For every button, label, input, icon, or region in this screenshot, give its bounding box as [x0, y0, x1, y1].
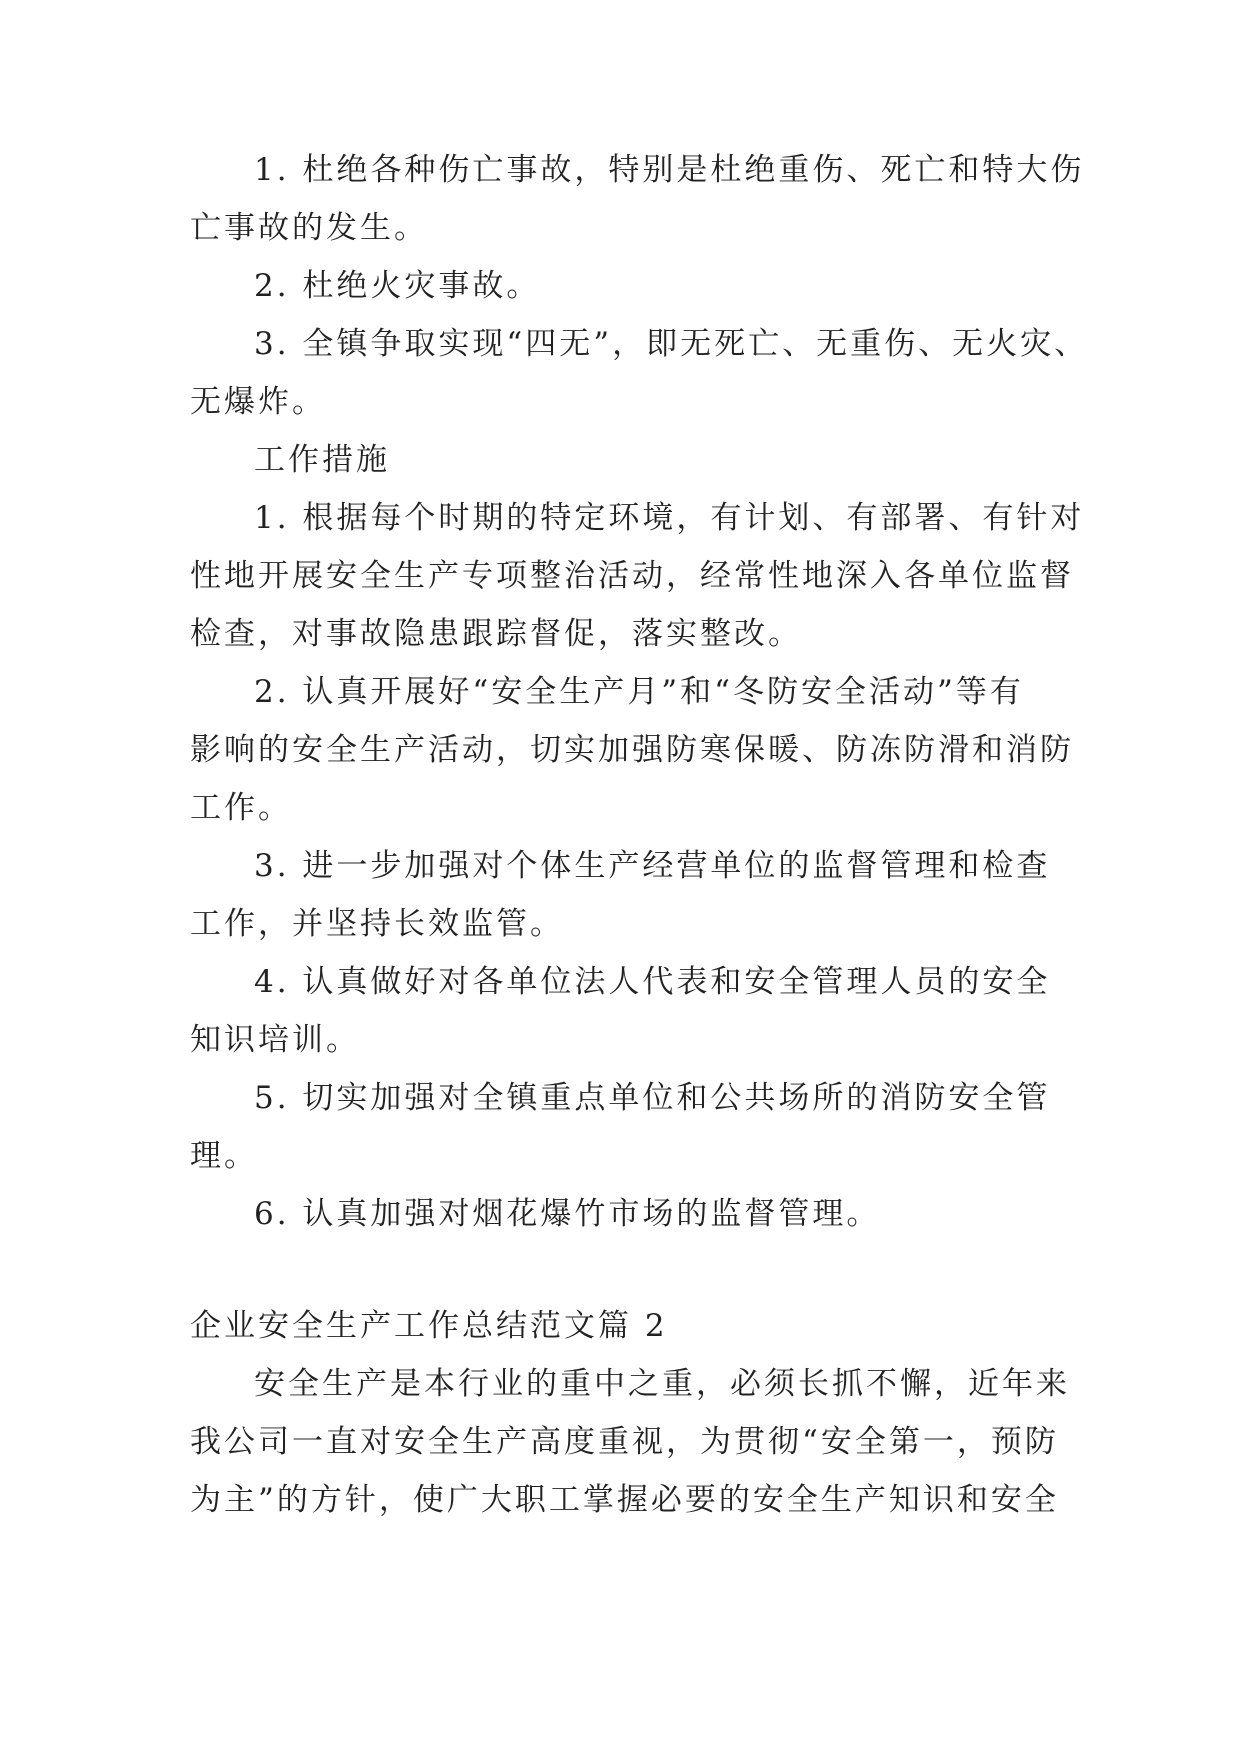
text-line: 5. 切实加强对全镇重点单位和公共场所的消防安全管	[254, 1080, 1051, 1116]
text-line: 知识培训。	[190, 1022, 360, 1058]
text-line: 2. 杜绝火灾事故。	[254, 268, 541, 304]
text-line: 影响的安全生产活动，切实加强防寒保暖、防冻防滑和消防	[190, 732, 1074, 768]
text-line: 工作，并坚持长效监管。	[190, 906, 564, 942]
text-line: 无爆炸。	[190, 384, 326, 420]
text-line: 3. 全镇争取实现“四无”，即无死亡、无重伤、无火灾、	[254, 326, 1089, 362]
text-line: 1. 根据每个时期的特定环境，有计划、有部署、有针对	[254, 500, 1085, 536]
text-line: 检查，对事故隐患跟踪督促，落实整改。	[190, 616, 802, 652]
section-heading: 工作措施	[254, 442, 390, 478]
text-line: 为主”的方针，使广大职工掌握必要的安全生产知识和安全	[190, 1482, 1059, 1518]
text-line: 我公司一直对安全生产高度重视，为贯彻“安全第一，预防	[190, 1424, 1059, 1460]
text-line: 性地开展安全生产专项整治活动，经常性地深入各单位监督	[190, 558, 1074, 594]
text-line: 工作。	[190, 790, 292, 826]
text-line: 理。	[190, 1138, 258, 1174]
text-line: 4. 认真做好对各单位法人代表和安全管理人员的安全	[254, 964, 1051, 1000]
text-line: 6. 认真加强对烟花爆竹市场的监督管理。	[254, 1196, 881, 1232]
text-line: 1. 杜绝各种伤亡事故，特别是杜绝重伤、死亡和特大伤	[254, 152, 1085, 188]
text-line: 2. 认真开展好“安全生产月”和“冬防安全活动”等有	[254, 674, 1024, 710]
text-line: 安全生产是本行业的重中之重，必须长抓不懈，近年来	[254, 1366, 1070, 1402]
article-title: 企业安全生产工作总结范文篇 2	[190, 1308, 668, 1344]
text-line: 亡事故的发生。	[190, 210, 428, 246]
text-line: 3. 进一步加强对个体生产经营单位的监督管理和检查	[254, 848, 1051, 884]
